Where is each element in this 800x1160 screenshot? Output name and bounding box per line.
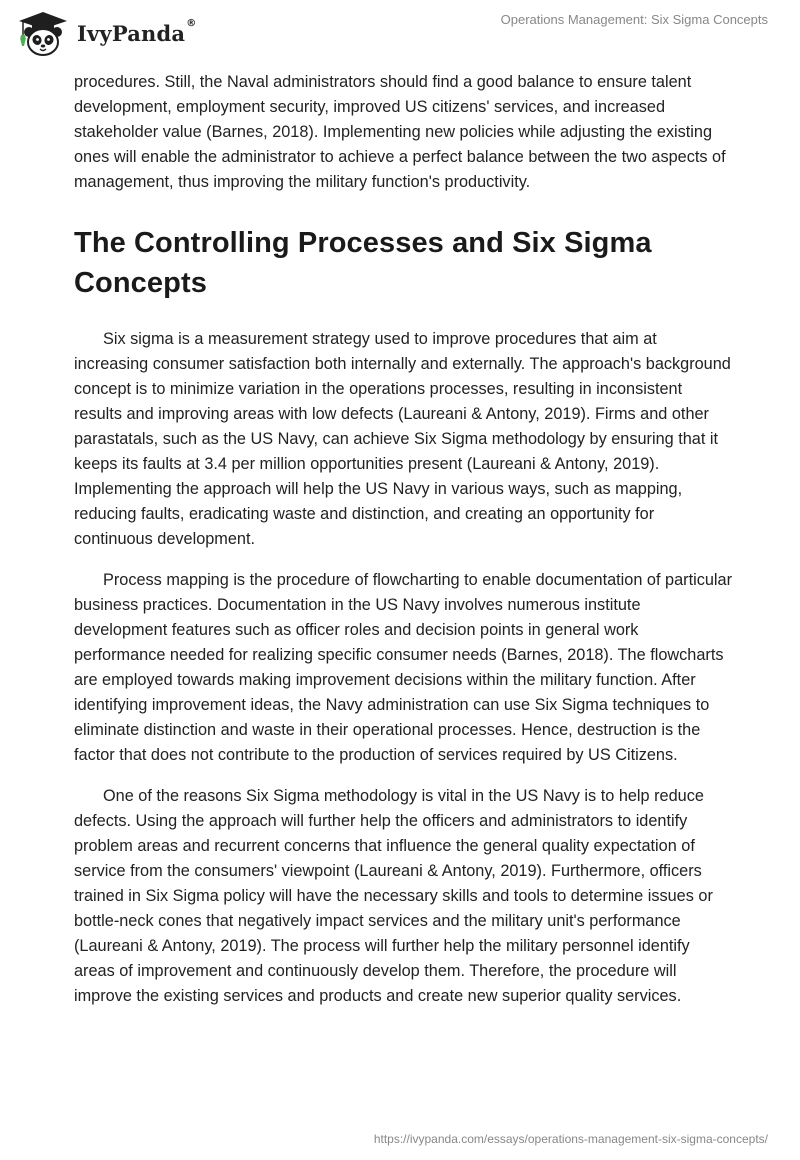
logo-wordmark: IvyPanda® bbox=[77, 17, 197, 46]
paragraph-six-sigma-definition: Six sigma is a measurement strategy used to improve procedures that aim at increasing consumer satisfaction both internally and externally. The approach's background concept is to minimize variation in the operations processes, resulting in inconsistent results and improving areas with low defects (Laureani & Antony, 2019). Firms and other parastatals, such as the US Navy, can achieve Six Sigma methodology by ensuring that it keeps its faults at 3.4 per million opportunities present (Laureani & Antony, 2019). Implementing the approach will help the US Navy in various ways, such as mapping, reducing faults, eradicating waste and distinction, and creating an opportunity for continuous development. bbox=[74, 330, 731, 548]
section-heading: The Controlling Processes and Six Sigma Concepts bbox=[74, 227, 652, 299]
paragraph-reduce-defects: One of the reasons Six Sigma methodology is vital in the US Navy is to help reduce defects. Using the approach will further help the officers and administrators to identify problem areas and recurrent concerns that influence the general quality expectation of service from the consumers' viewpoint (Laureani & Antony, 2019). Furthermore, officers trained in Six Sigma policy will have the necessary skills and tools to determine issues or bottle-neck cones that negatively impact services and the military unit's performance (Laureani & Antony, 2019). The process will further help the military personnel identify areas of improvement and continuously develop them. Therefore, the procedure will improve the existing services and products and create new superior quality services. bbox=[74, 787, 713, 1005]
registered-mark: ® bbox=[186, 17, 197, 29]
page-header bbox=[0, 0, 800, 68]
document-title: Operations Management: Six Sigma Concepts bbox=[500, 12, 768, 27]
ivypanda-logo[interactable] bbox=[15, 8, 196, 58]
paragraph-process-mapping: Process mapping is the procedure of flowcharting to enable documentation of particular business practices. Documentation in the US Navy involves numerous institute development features such as officer roles and decision points in general work performance needed for realizing specific consumer needs (Barnes, 2018). The flowcharts are employed towards making improvement decisions within the military function. After identifying improvement ideas, the Navy administration can use Six Sigma techniques to eliminate distinction and waste in their operational processes. Hence, destruction is the factor that does not contribute to the production of services required by US Citizens. bbox=[74, 571, 732, 764]
source-url-link[interactable]: https://ivypanda.com/essays/operations-management-six-sigma-concepts/ bbox=[373, 1132, 768, 1146]
article-body bbox=[74, 70, 734, 1009]
panda-graduation-cap-icon bbox=[15, 8, 71, 58]
intro-paragraph: procedures. Still, the Naval administrators should find a good balance to ensure talent development, employment security, improved US citizens' services, and increased stakeholder value (Barnes, 2018). Implementing new policies while adjusting the existing ones will enable the administrator to achieve a perfect balance between the two aspects of management, thus improving the military function's productivity. bbox=[74, 73, 726, 191]
